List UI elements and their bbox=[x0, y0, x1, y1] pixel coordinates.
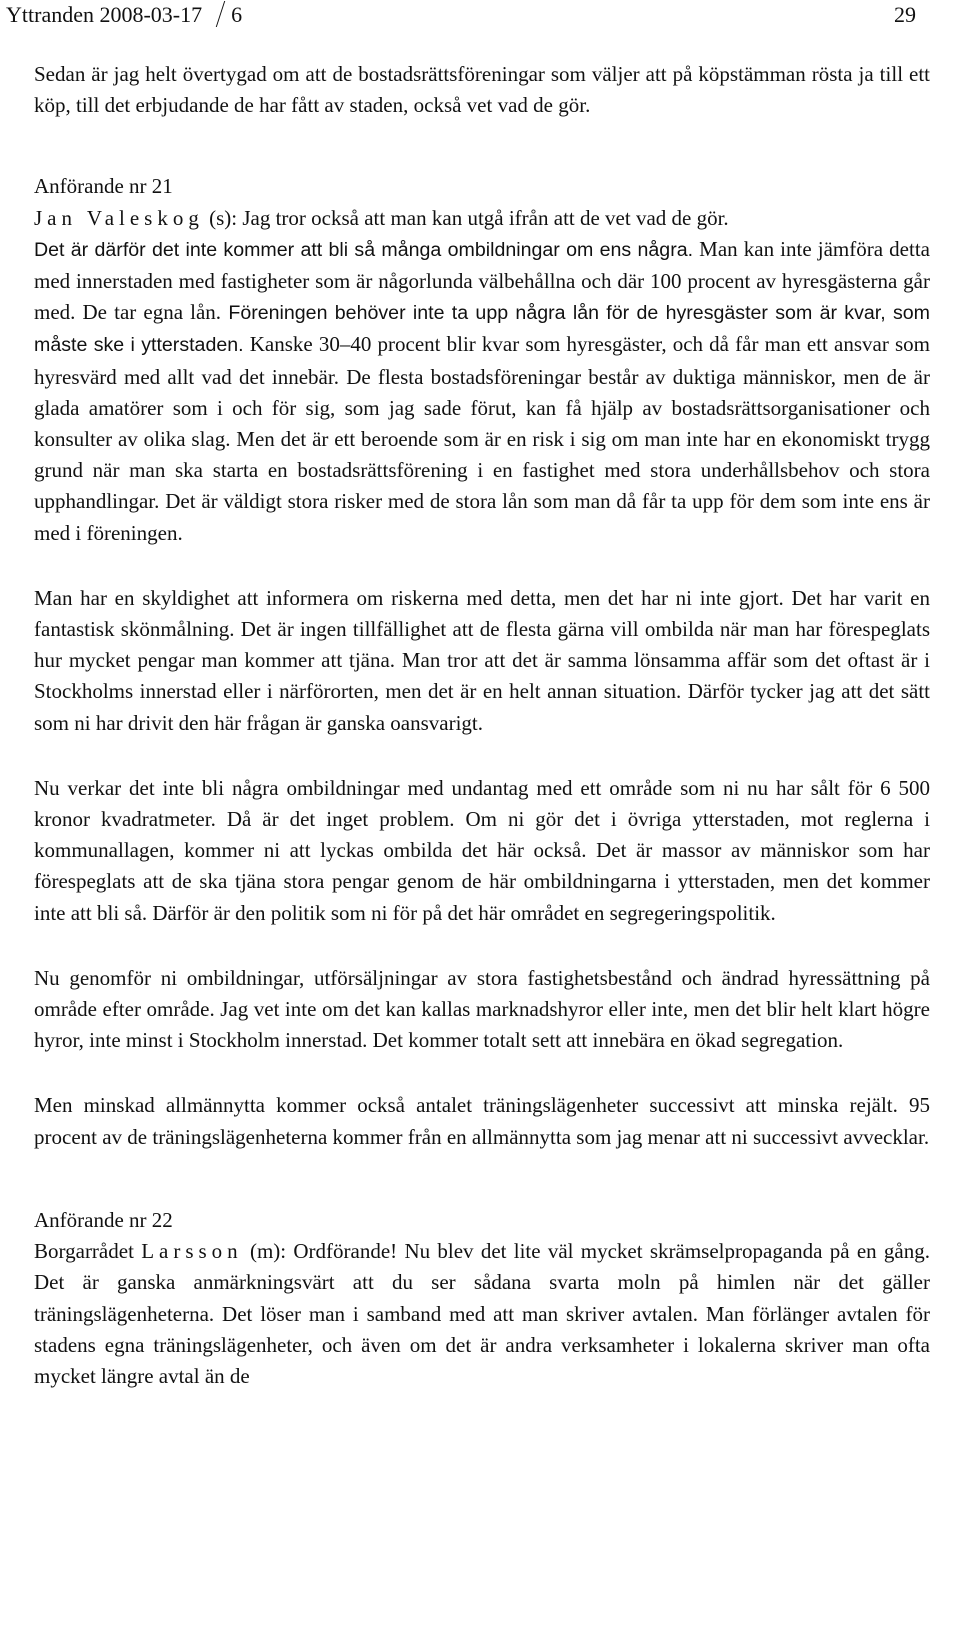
paragraph-intro: Sedan är jag helt övertygad om att de bostadsrättsföreningar som väljer att på köpstämman rösta ja till ett köp, till det erbjudande de har fått av staden, också vet vad de gör. bbox=[34, 62, 930, 118]
speech-21-body bbox=[34, 234, 930, 549]
speaker-name-larsson: Larsson bbox=[141, 1239, 243, 1264]
speech-heading-22: Anförande nr 22 bbox=[34, 1207, 173, 1232]
speech-21-serif-2: De tar egna lån. bbox=[75, 300, 222, 325]
speech-heading-21: Anförande nr 21 bbox=[34, 174, 173, 199]
speech-22-text: (m): Ordförande! Nu blev det lite väl mycket skrämselpropaganda på en gång. Det är ganska anmärkningsvärt att du ser sådana svarta moln på himlen när det gäller träningslägenheterna. Det löser man i samband med att man skriver avtalen. Man förlänger avtalen för stadens egna träningslägenheter, och även om det är andra verksamheter i lokalerna skriver man ofta mycket längre avtal än de bbox=[34, 1239, 930, 1388]
header-section: 6 bbox=[231, 2, 243, 27]
paragraph-information-duty: Man har en skyldighet att informera om riskerna med detta, men det har ni inte gjort. Det har varit en fantastisk skönmålning. Det är ingen tillfällighet att de flesta gärna vill ombilda när man har förespeglats hur mycket pengar man kommer att tjäna. Man tror att det är samma lönsamma affär som det oftast är i Stockholms innerstad eller i närförorten, men det är en helt annan situation. Därför tycker jag att det sätt som ni har drivit den här frågan är ganska oansvarigt. bbox=[34, 585, 930, 735]
speech-21-sans-1: Det är därför det inte kommer att bli så många ombildningar om ens några. bbox=[34, 238, 694, 261]
header-separator bbox=[216, 1, 225, 27]
speaker-title: Borgarrådet bbox=[34, 1239, 142, 1264]
speech-21-serif-1: Man kan inte jämföra detta med innerstaden med fastigheter som är någorlunda välbehållna och där 100 procent av hyresgästerna går med. bbox=[34, 236, 930, 325]
page-number: 29 bbox=[894, 2, 916, 27]
speech-21-opening bbox=[34, 203, 930, 234]
paragraph-traningslagenheter: Men minskad allmännytta kommer också antalet träningslägenheter successivt att minska rejält. 95 procent av de träningslägenheterna kommer från en allmännytta som jag menar att ni successivt avvecklar. bbox=[34, 1093, 930, 1149]
speech-21-first-line: (s): Jag tror också att man kan utgå ifrån att de vet vad de gör. bbox=[203, 205, 729, 230]
header-date: Yttranden 2008-03-17 bbox=[6, 2, 203, 27]
speech-22-body bbox=[34, 1236, 930, 1392]
speaker-name-valeskog: Jan Valeskog bbox=[34, 205, 204, 230]
header-left bbox=[6, 0, 242, 30]
paragraph-ombildningar: Nu verkar det inte bli några ombildningar med undantag med ett område som ni nu har sålt för 6 500 kronor kvadratmeter. Då är det inget problem. Om ni gör det i övriga ytterstaden, mot reglerna i kommunallagen, kommer ni att lyckas ombilda det här också. Det är massor av människor som har förespeglats att de ska tjäna stora pengar genom de här ombildningarna i ytterstaden, men det kommer inte att bli så. Därför är den politik som ni för på det här området en segregeringspolitik. bbox=[34, 775, 930, 925]
page-header bbox=[6, 0, 930, 34]
speech-21-rest: Kanske 30–40 procent blir kvar som hyresgäster, och då får man ett ansvar som hyresvärd med allt vad det innebär. De flesta bostadsföreningar består av duktiga människor, men de är glada amatörer som i och för sig, som jag sade förut, kan få hjälp av bostadsrättsorganisationer och konsulter av olika slag. Men det är ett beroende som är en risk i sig om man inte har en ekonomiskt trygg grund när man ska starta en bostadsrättsförening i en fastighet med stora underhållsbehov och stora upphandlingar. Det är väldigt stora risker med de stora lån som man då får ta upp för dem som inte ens är med i föreningen. bbox=[34, 332, 930, 545]
paragraph-segregation: Nu genomför ni ombildningar, utförsäljningar av stora fastighetsbestånd och ändrad hyressättning på område efter område. Jag vet inte om det kan kallas marknadshyror eller inte, men det blir helt klart högre hyror, inte minst i Stockholm innerstad. Det kommer totalt sett att innebära en ökad segregation. bbox=[34, 965, 930, 1053]
speech-21-sans-2: Föreningen behöver inte ta upp några lån för de hyresgäster som är kvar, som måste ske i ytterstaden. bbox=[34, 302, 930, 357]
